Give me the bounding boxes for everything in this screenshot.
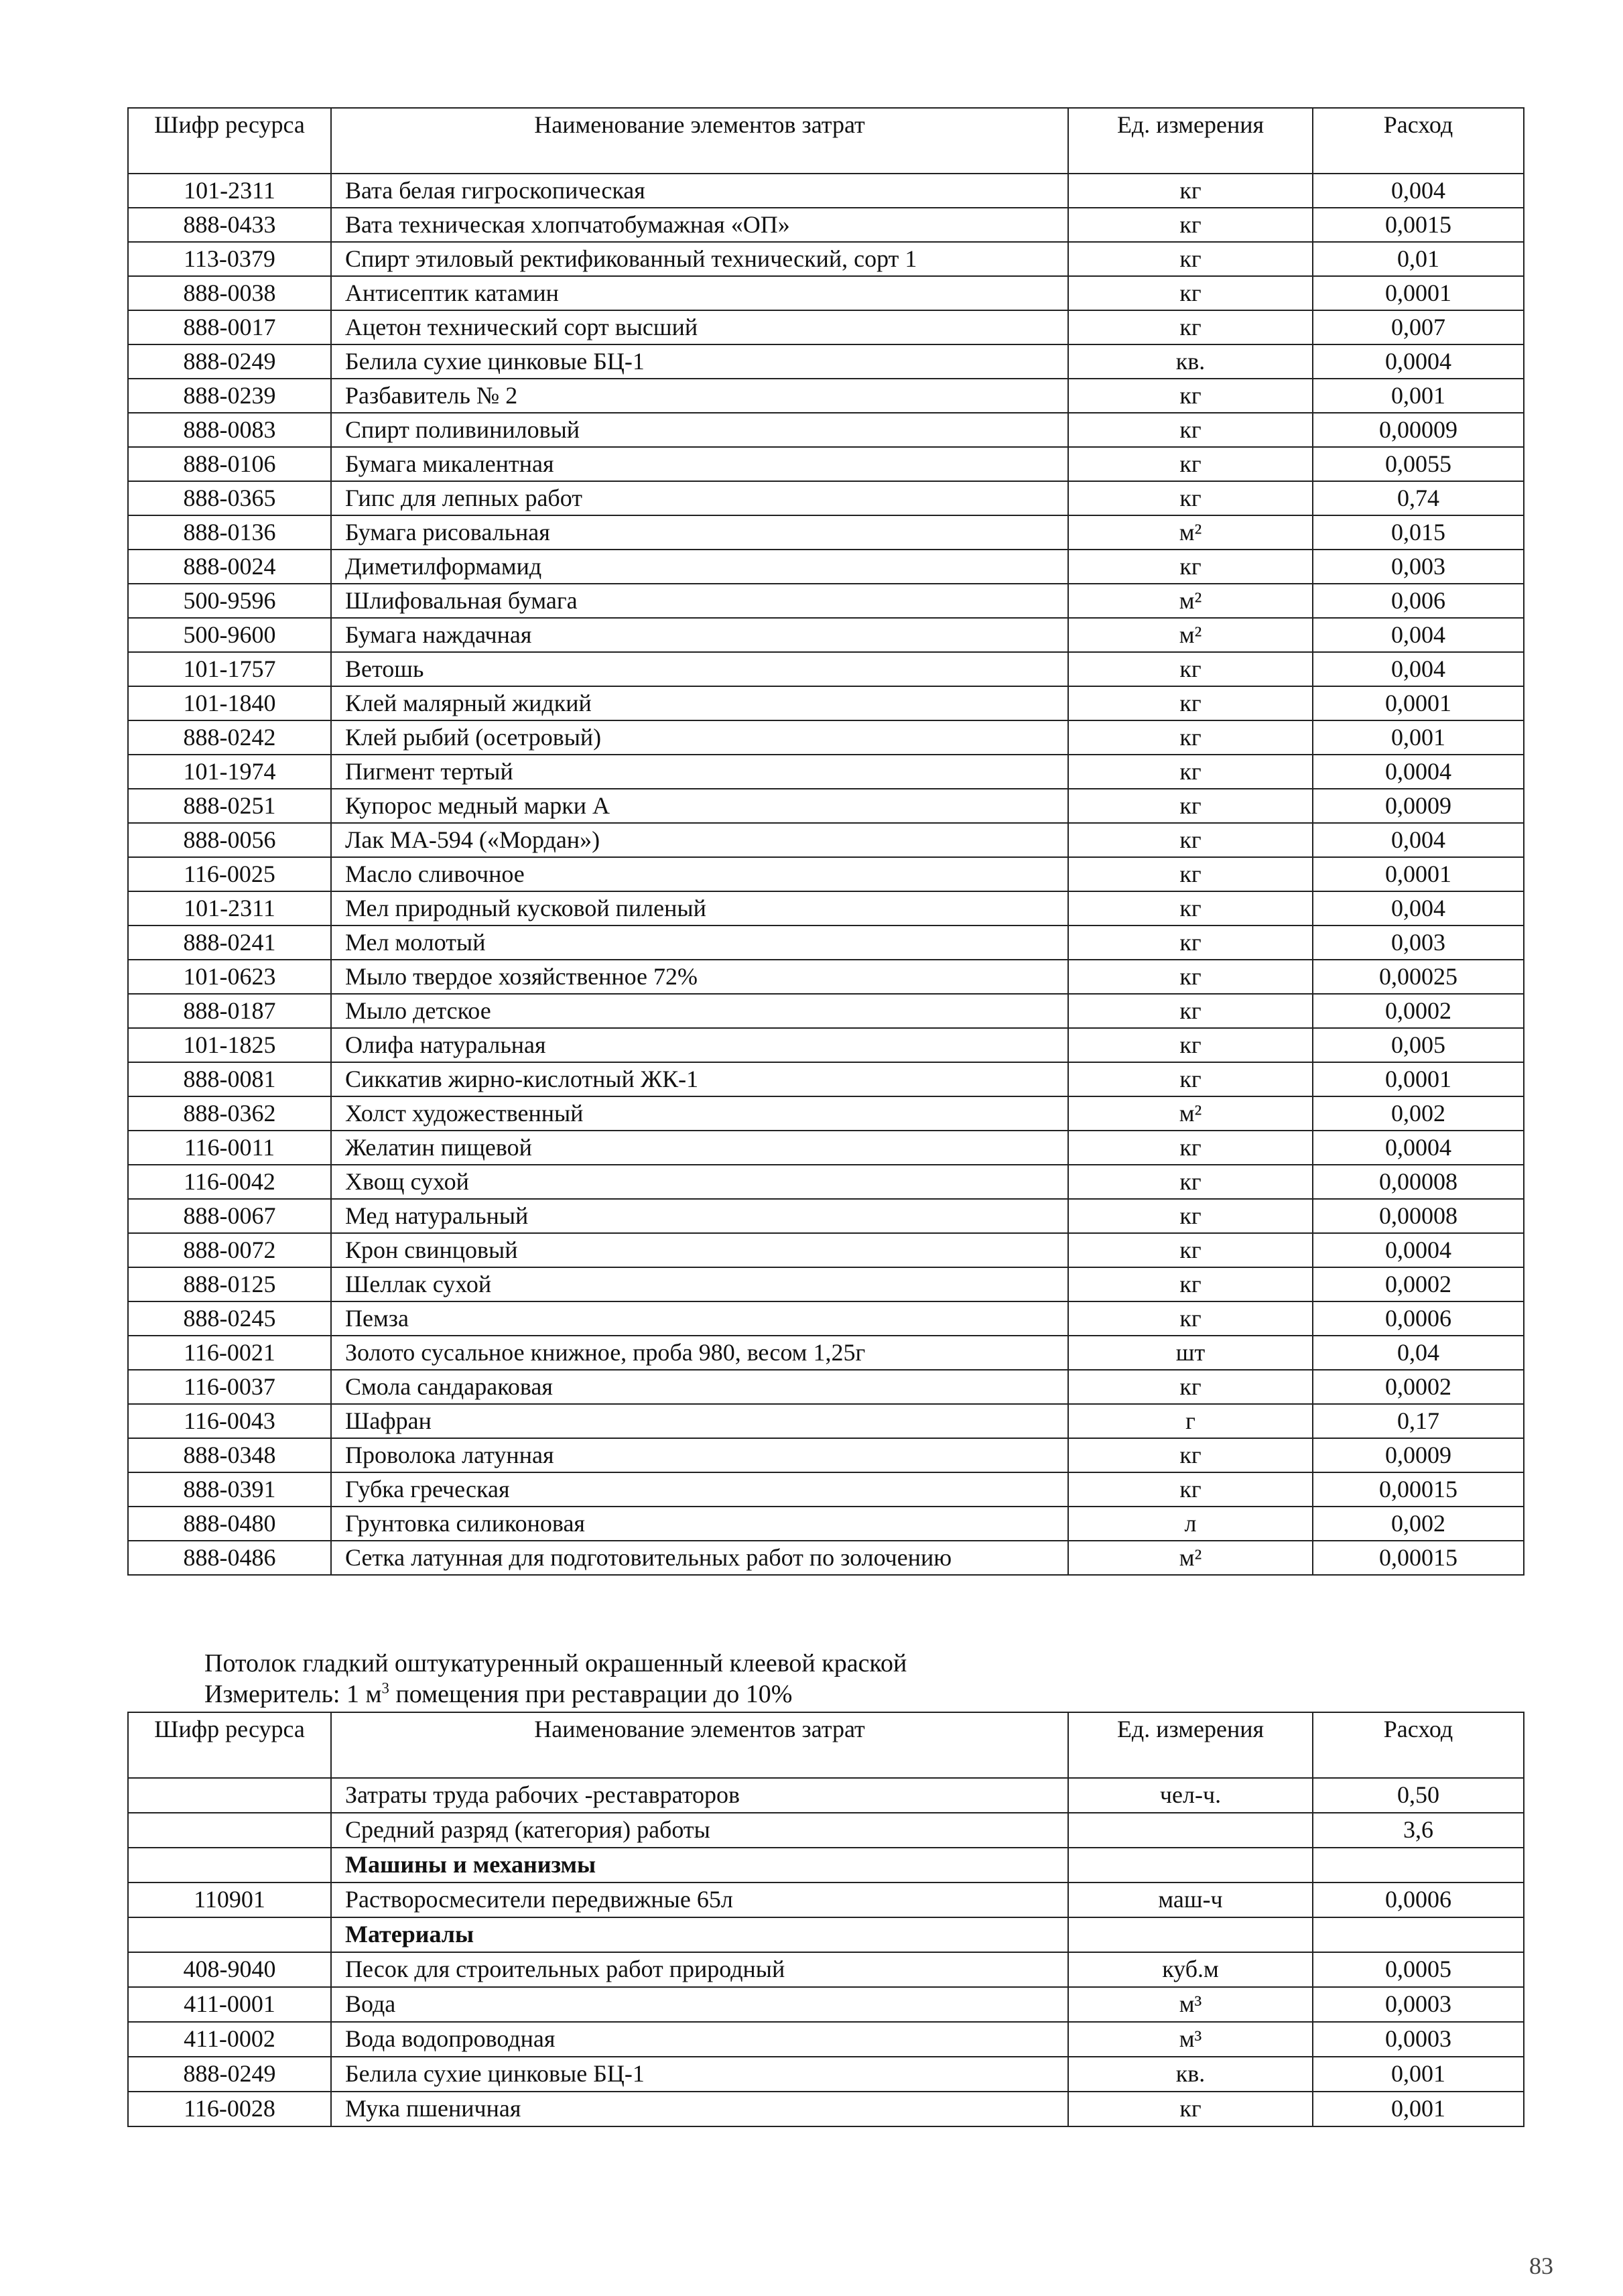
cell-rate: 0,00015 — [1313, 1541, 1524, 1575]
table-row — [128, 1199, 1524, 1233]
resource-table-1 — [127, 107, 1524, 1576]
cell-rate: 0,002 — [1313, 1507, 1524, 1541]
cell-unit: кг — [1068, 857, 1313, 891]
cell-code: 888-0017 — [128, 310, 331, 344]
cell-rate: 0,17 — [1313, 1404, 1524, 1438]
cell-rate: 0,004 — [1313, 891, 1524, 926]
cell-code: 888-0251 — [128, 789, 331, 823]
table-row — [128, 652, 1524, 686]
cell-code: 116-0043 — [128, 1404, 331, 1438]
cell-name: Песок для строительных работ природный — [331, 1952, 1068, 1987]
cell-unit: кв. — [1068, 2057, 1313, 2092]
table-row — [128, 310, 1524, 344]
cell-name: Масло сливочное — [331, 857, 1068, 891]
cell-unit: кг — [1068, 1028, 1313, 1062]
table-body-1 — [128, 174, 1524, 1575]
cell-code: 888-0242 — [128, 720, 331, 755]
cell-rate: 0,004 — [1313, 823, 1524, 857]
cell-unit: кг — [1068, 789, 1313, 823]
cell-code: 116-0028 — [128, 2092, 331, 2126]
header-name: Наименование элементов затрат — [331, 1712, 1068, 1778]
cell-code — [128, 1813, 331, 1848]
table-row — [128, 960, 1524, 994]
table-row — [128, 1883, 1524, 1917]
cell-name: Шлифовальная бумага — [331, 584, 1068, 618]
cell-rate — [1313, 1917, 1524, 1952]
cell-code: 116-0037 — [128, 1370, 331, 1404]
cell-name: Холст художественный — [331, 1096, 1068, 1131]
cell-name: Сетка латунная для подготовительных работ по золочению — [331, 1541, 1068, 1575]
header-code: Шифр ресурса — [128, 1712, 331, 1778]
cell-unit: м² — [1068, 1541, 1313, 1575]
cell-unit: кг — [1068, 1165, 1313, 1199]
cell-name: Мел молотый — [331, 926, 1068, 960]
table-row — [128, 686, 1524, 720]
cell-name: Вода водопроводная — [331, 2022, 1068, 2057]
cell-rate: 0,002 — [1313, 1096, 1524, 1131]
table-row — [128, 1952, 1524, 1987]
cell-name: Смола сандараковая — [331, 1370, 1068, 1404]
table-row — [128, 447, 1524, 481]
table-row — [128, 379, 1524, 413]
cell-unit: кг — [1068, 276, 1313, 310]
table-header-row — [128, 108, 1524, 174]
cell-unit: м² — [1068, 515, 1313, 550]
cell-code: 888-0245 — [128, 1301, 331, 1336]
cell-code — [128, 1778, 331, 1813]
table-row — [128, 926, 1524, 960]
cell-rate: 0,0015 — [1313, 208, 1524, 242]
cell-unit: кг — [1068, 823, 1313, 857]
cell-name: Шафран — [331, 1404, 1068, 1438]
cell-rate: 0,015 — [1313, 515, 1524, 550]
cell-unit: кг — [1068, 1233, 1313, 1267]
table-row — [128, 755, 1524, 789]
table-row — [128, 1987, 1524, 2022]
cell-code: 888-0249 — [128, 2057, 331, 2092]
cell-code: 888-0187 — [128, 994, 331, 1028]
cell-unit: м² — [1068, 618, 1313, 652]
cell-rate: 0,00025 — [1313, 960, 1524, 994]
cell-code: 888-0239 — [128, 379, 331, 413]
cell-rate: 0,0001 — [1313, 686, 1524, 720]
cell-unit: кг — [1068, 1199, 1313, 1233]
cell-rate: 0,00008 — [1313, 1165, 1524, 1199]
cell-code: 888-0486 — [128, 1541, 331, 1575]
cell-name: Разбавитель № 2 — [331, 379, 1068, 413]
cell-name: Губка греческая — [331, 1472, 1068, 1507]
cell-name: Спирт этиловый ректификованный технический, сорт 1 — [331, 242, 1068, 276]
cell-code: 888-0067 — [128, 1199, 331, 1233]
cell-code: 101-1825 — [128, 1028, 331, 1062]
cell-name: Хвощ сухой — [331, 1165, 1068, 1199]
cell-unit: м² — [1068, 1096, 1313, 1131]
cell-unit: кг — [1068, 208, 1313, 242]
cell-code: 888-0241 — [128, 926, 331, 960]
cell-rate: 0,74 — [1313, 481, 1524, 515]
cell-name: Грунтовка силиконовая — [331, 1507, 1068, 1541]
cell-code: 101-1974 — [128, 755, 331, 789]
cell-rate: 0,001 — [1313, 379, 1524, 413]
cell-name: Ветошь — [331, 652, 1068, 686]
cell-name: Сиккатив жирно-кислотный ЖК-1 — [331, 1062, 1068, 1096]
cell-name: Белила сухие цинковые БЦ-1 — [331, 344, 1068, 379]
table-row — [128, 1028, 1524, 1062]
cell-name: Мыло твердое хозяйственное 72% — [331, 960, 1068, 994]
table-row — [128, 1096, 1524, 1131]
cell-code: 113-0379 — [128, 242, 331, 276]
table-row — [128, 1165, 1524, 1199]
table-row — [128, 823, 1524, 857]
cell-name: Вата белая гигроскопическая — [331, 174, 1068, 208]
cell-code: 110901 — [128, 1883, 331, 1917]
header-unit: Ед. измерения — [1068, 108, 1313, 174]
cell-name: Мел природный кусковой пиленый — [331, 891, 1068, 926]
cell-name: Бумага рисовальная — [331, 515, 1068, 550]
table-row — [128, 891, 1524, 926]
cell-unit: кг — [1068, 1301, 1313, 1336]
cell-unit: кг — [1068, 1131, 1313, 1165]
cell-name: Машины и механизмы — [331, 1848, 1068, 1883]
table-header-row — [128, 1712, 1524, 1778]
cell-rate: 0,00009 — [1313, 413, 1524, 447]
cell-name: Вата техническая хлопчатобумажная «ОП» — [331, 208, 1068, 242]
cell-code: 888-0056 — [128, 823, 331, 857]
cell-rate: 0,003 — [1313, 926, 1524, 960]
cell-name: Вода — [331, 1987, 1068, 2022]
cell-unit: м³ — [1068, 2022, 1313, 2057]
cell-rate: 0,0001 — [1313, 857, 1524, 891]
cell-code: 888-0024 — [128, 550, 331, 584]
cell-code: 408-9040 — [128, 1952, 331, 1987]
cell-unit: кг — [1068, 652, 1313, 686]
cell-unit: л — [1068, 1507, 1313, 1541]
table-row — [128, 720, 1524, 755]
cell-unit: кг — [1068, 242, 1313, 276]
table-row — [128, 481, 1524, 515]
table-row — [128, 1370, 1524, 1404]
cell-unit: м² — [1068, 584, 1313, 618]
cell-name: Клей малярный жидкий — [331, 686, 1068, 720]
table-row — [128, 1062, 1524, 1096]
page-number: 83 — [1529, 2252, 1553, 2279]
table-row — [128, 1472, 1524, 1507]
cell-unit: кг — [1068, 310, 1313, 344]
cell-code: 888-0480 — [128, 1507, 331, 1541]
section-title: Потолок гладкий оштукатуренный окрашенный клеевой краской — [204, 1649, 907, 1677]
cell-name: Материалы — [331, 1917, 1068, 1952]
table-row — [128, 1131, 1524, 1165]
header-unit: Ед. измерения — [1068, 1712, 1313, 1778]
cell-rate: 0,004 — [1313, 174, 1524, 208]
cell-code: 116-0021 — [128, 1336, 331, 1370]
table-row — [128, 2022, 1524, 2057]
cell-name: Мыло детское — [331, 994, 1068, 1028]
table-row — [128, 1848, 1524, 1883]
cell-name: Клей рыбий (осетровый) — [331, 720, 1068, 755]
table-row — [128, 413, 1524, 447]
cell-rate: 0,0003 — [1313, 2022, 1524, 2057]
cell-unit: кг — [1068, 960, 1313, 994]
header-name: Наименование элементов затрат — [331, 108, 1068, 174]
cell-rate: 0,04 — [1313, 1336, 1524, 1370]
cell-unit: кг — [1068, 413, 1313, 447]
cell-unit: м³ — [1068, 1987, 1313, 2022]
table-row — [128, 1301, 1524, 1336]
cell-rate: 0,001 — [1313, 2057, 1524, 2092]
cell-rate: 0,0002 — [1313, 1370, 1524, 1404]
table-row — [128, 2092, 1524, 2126]
cell-unit: кг — [1068, 891, 1313, 926]
table-row — [128, 242, 1524, 276]
cell-unit: кг — [1068, 174, 1313, 208]
cell-unit: кв. — [1068, 344, 1313, 379]
cell-code: 116-0042 — [128, 1165, 331, 1199]
cell-rate: 0,0004 — [1313, 755, 1524, 789]
cell-rate: 0,001 — [1313, 720, 1524, 755]
table-row — [128, 1336, 1524, 1370]
table-row — [128, 1917, 1524, 1952]
cell-name: Антисептик катамин — [331, 276, 1068, 310]
cell-name: Купорос медный марки А — [331, 789, 1068, 823]
cell-unit: кг — [1068, 686, 1313, 720]
cell-code: 888-0106 — [128, 447, 331, 481]
table-row — [128, 515, 1524, 550]
cell-code: 101-1840 — [128, 686, 331, 720]
cell-name: Олифа натуральная — [331, 1028, 1068, 1062]
cell-unit: кг — [1068, 1062, 1313, 1096]
cell-name: Шеллак сухой — [331, 1267, 1068, 1301]
cell-name: Растворосмесители передвижные 65л — [331, 1883, 1068, 1917]
cell-code: 888-0081 — [128, 1062, 331, 1096]
table-row — [128, 994, 1524, 1028]
cell-rate: 0,0001 — [1313, 1062, 1524, 1096]
cell-name: Проволока латунная — [331, 1438, 1068, 1472]
cell-name: Мед натуральный — [331, 1199, 1068, 1233]
cell-name: Пемза — [331, 1301, 1068, 1336]
cell-rate: 0,005 — [1313, 1028, 1524, 1062]
table-row — [128, 584, 1524, 618]
cell-code — [128, 1917, 331, 1952]
cell-unit — [1068, 1917, 1313, 1952]
cell-rate: 0,004 — [1313, 652, 1524, 686]
cell-rate — [1313, 1848, 1524, 1883]
header-rate: Расход — [1313, 108, 1524, 174]
cell-rate: 0,01 — [1313, 242, 1524, 276]
cell-rate: 0,0006 — [1313, 1301, 1524, 1336]
cell-rate: 0,0004 — [1313, 1131, 1524, 1165]
cell-code: 101-2311 — [128, 891, 331, 926]
cell-name: Лак МА-594 («Мордан») — [331, 823, 1068, 857]
cell-code: 101-1757 — [128, 652, 331, 686]
cell-code: 500-9600 — [128, 618, 331, 652]
cell-name: Спирт поливиниловый — [331, 413, 1068, 447]
cell-code: 888-0136 — [128, 515, 331, 550]
cell-code: 888-0365 — [128, 481, 331, 515]
table-row — [128, 1438, 1524, 1472]
cell-code: 116-0025 — [128, 857, 331, 891]
cell-unit — [1068, 1813, 1313, 1848]
table-row — [128, 618, 1524, 652]
cell-code — [128, 1848, 331, 1883]
cell-rate: 0,006 — [1313, 584, 1524, 618]
cell-code: 101-0623 — [128, 960, 331, 994]
cell-rate: 0,0004 — [1313, 344, 1524, 379]
cell-name: Ацетон технический сорт высший — [331, 310, 1068, 344]
cell-code: 411-0002 — [128, 2022, 331, 2057]
table-row — [128, 208, 1524, 242]
cell-rate: 0,0004 — [1313, 1233, 1524, 1267]
cell-unit: маш-ч — [1068, 1883, 1313, 1917]
table-row — [128, 174, 1524, 208]
cell-unit: кг — [1068, 1438, 1313, 1472]
cell-rate: 0,001 — [1313, 2092, 1524, 2126]
cell-code: 101-2311 — [128, 174, 331, 208]
table-row — [128, 276, 1524, 310]
cell-code: 888-0038 — [128, 276, 331, 310]
table-row — [128, 1404, 1524, 1438]
table-row — [128, 1813, 1524, 1848]
cell-unit: кг — [1068, 1472, 1313, 1507]
cell-code: 500-9596 — [128, 584, 331, 618]
cell-name: Диметилформамид — [331, 550, 1068, 584]
cell-code: 888-0362 — [128, 1096, 331, 1131]
header-rate: Расход — [1313, 1712, 1524, 1778]
cell-name: Бумага микалентная — [331, 447, 1068, 481]
table-row — [128, 789, 1524, 823]
cell-rate: 3,6 — [1313, 1813, 1524, 1848]
cell-rate: 0,0005 — [1313, 1952, 1524, 1987]
cell-code: 888-0391 — [128, 1472, 331, 1507]
cell-name: Гипс для лепных работ — [331, 481, 1068, 515]
cell-rate: 0,00008 — [1313, 1199, 1524, 1233]
cell-name: Золото сусальное книжное, проба 980, весом 1,25г — [331, 1336, 1068, 1370]
cell-code: 888-0083 — [128, 413, 331, 447]
table-body-2 — [128, 1778, 1524, 2126]
cell-unit: куб.м — [1068, 1952, 1313, 1987]
cell-code: 116-0011 — [128, 1131, 331, 1165]
cell-name: Средний разряд (категория) работы — [331, 1813, 1068, 1848]
table-row — [128, 2057, 1524, 2092]
cell-unit: кг — [1068, 379, 1313, 413]
table-row — [128, 1778, 1524, 1813]
cell-unit: кг — [1068, 926, 1313, 960]
cell-rate: 0,0002 — [1313, 994, 1524, 1028]
table-row — [128, 1507, 1524, 1541]
cell-name: Крон свинцовый — [331, 1233, 1068, 1267]
cell-unit: кг — [1068, 755, 1313, 789]
table-row — [128, 1233, 1524, 1267]
cell-unit: кг — [1068, 994, 1313, 1028]
cell-unit: кг — [1068, 2092, 1313, 2126]
cell-unit: кг — [1068, 1267, 1313, 1301]
cell-code: 888-0433 — [128, 208, 331, 242]
cell-unit: кг — [1068, 447, 1313, 481]
cell-unit: кг — [1068, 720, 1313, 755]
cell-rate: 0,0003 — [1313, 1987, 1524, 2022]
cell-name: Затраты труда рабочих -реставраторов — [331, 1778, 1068, 1813]
cell-name: Белила сухие цинковые БЦ-1 — [331, 2057, 1068, 2092]
cell-unit — [1068, 1848, 1313, 1883]
cell-rate: 0,0001 — [1313, 276, 1524, 310]
cell-rate: 0,007 — [1313, 310, 1524, 344]
cell-rate: 0,0002 — [1313, 1267, 1524, 1301]
table-row — [128, 857, 1524, 891]
cell-code: 888-0249 — [128, 344, 331, 379]
cell-code: 888-0072 — [128, 1233, 331, 1267]
table-row — [128, 1267, 1524, 1301]
cell-rate: 0,004 — [1313, 618, 1524, 652]
cell-rate: 0,50 — [1313, 1778, 1524, 1813]
cell-rate: 0,0006 — [1313, 1883, 1524, 1917]
cell-name: Пигмент тертый — [331, 755, 1068, 789]
cell-code: 888-0125 — [128, 1267, 331, 1301]
cell-unit: кг — [1068, 481, 1313, 515]
header-code: Шифр ресурса — [128, 108, 331, 174]
cell-unit: чел-ч. — [1068, 1778, 1313, 1813]
table-row — [128, 1541, 1524, 1575]
cell-rate: 0,0009 — [1313, 1438, 1524, 1472]
table-row — [128, 344, 1524, 379]
cell-name: Мука пшеничная — [331, 2092, 1068, 2126]
resource-table-2 — [127, 1712, 1524, 2127]
cell-unit: кг — [1068, 550, 1313, 584]
cell-unit: г — [1068, 1404, 1313, 1438]
cell-rate: 0,00015 — [1313, 1472, 1524, 1507]
section-meter: Измеритель: 1 $м^3$ помещения при реставрации до 10% — [204, 1679, 793, 1708]
cell-rate: 0,003 — [1313, 550, 1524, 584]
cell-name: Бумага наждачная — [331, 618, 1068, 652]
cell-rate: 0,0009 — [1313, 789, 1524, 823]
table-row — [128, 550, 1524, 584]
cell-name: Желатин пищевой — [331, 1131, 1068, 1165]
cell-unit: кг — [1068, 1370, 1313, 1404]
cell-rate: 0,0055 — [1313, 447, 1524, 481]
cell-unit: шт — [1068, 1336, 1313, 1370]
cell-code: 888-0348 — [128, 1438, 331, 1472]
cell-code: 411-0001 — [128, 1987, 331, 2022]
